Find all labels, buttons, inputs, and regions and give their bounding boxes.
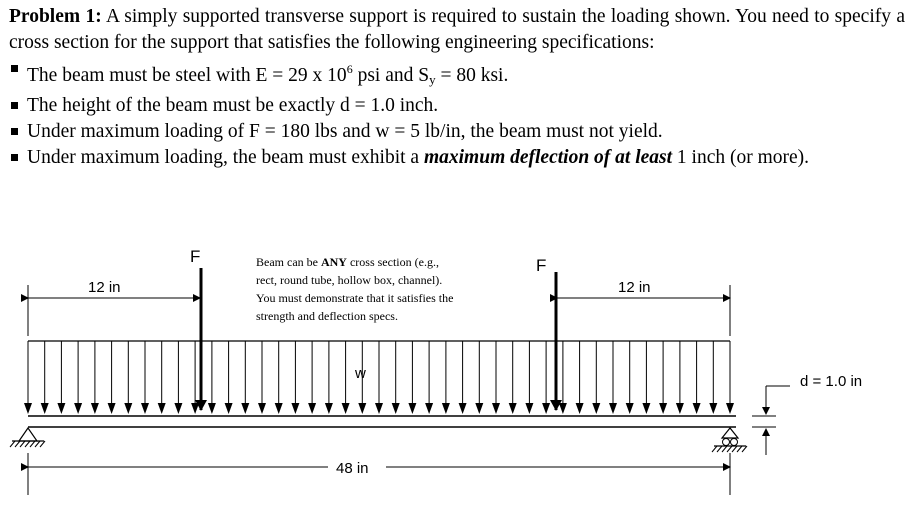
load-arrow-head <box>191 403 199 414</box>
load-arrow-head <box>275 403 283 414</box>
distributed-load-label: w <box>355 365 366 382</box>
load-arrow-head <box>74 403 82 414</box>
problem-label: Problem 1: <box>9 6 102 27</box>
load-arrow-head <box>442 403 450 414</box>
spec3-text: Under maximum loading of F = 180 lbs and w = 5 lb/in, the beam must not yield. <box>27 121 663 142</box>
spec4-emphasis: maximum deflection of at least <box>423 147 673 168</box>
dimension-right <box>557 279 730 336</box>
load-arrow-head <box>41 403 49 414</box>
load-arrow-head <box>24 403 32 414</box>
note-line-2: rect, round tube, hollow box, channel). <box>256 273 443 287</box>
dimension-height-label: d = 1.0 in <box>800 373 863 390</box>
cross-section-note <box>256 255 453 323</box>
pin-support-left <box>10 428 45 447</box>
load-arrow-head <box>509 403 517 414</box>
spec1-subscript: y <box>429 72 436 87</box>
load-arrow-head <box>525 403 533 414</box>
load-arrow-head <box>659 403 667 414</box>
load-arrow-head <box>158 403 166 414</box>
load-arrow-head <box>375 403 383 414</box>
force-left-label: F <box>190 247 201 266</box>
spec4-text-end: 1 inch (or more). <box>672 147 810 168</box>
spec1-exponent: 6 <box>346 62 353 76</box>
load-arrow-head <box>141 403 149 414</box>
load-arrow-head <box>642 403 650 414</box>
distributed-load <box>24 341 734 414</box>
load-arrow-head <box>342 403 350 414</box>
load-arrow-head <box>693 403 701 414</box>
dimension-left-label: 12 in <box>88 279 121 296</box>
spec2-text: The height of the beam must be exactly d = 1.0 inch. <box>27 95 439 116</box>
note-line-1: Beam can be ANY cross section (e.g., <box>256 255 439 269</box>
load-arrow-head <box>208 403 216 414</box>
spec4-text: Under maximum loading, the beam must exhibit a <box>27 147 424 168</box>
load-arrow-head <box>358 403 366 414</box>
note-line-4: strength and deflection specs. <box>256 309 398 323</box>
load-arrow-head <box>676 403 684 414</box>
load-arrow-head <box>408 403 416 414</box>
roller-support-right <box>712 428 747 452</box>
load-arrow-head <box>559 403 567 414</box>
beam <box>28 416 736 427</box>
load-arrow-head <box>475 403 483 414</box>
load-arrow-head <box>726 403 734 414</box>
dimension-span-label: 48 in <box>336 460 369 477</box>
load-arrow-head <box>609 403 617 414</box>
load-arrow-head <box>258 403 266 414</box>
dimension-span <box>28 453 730 495</box>
load-arrow-head <box>492 403 500 414</box>
spec1-text-end: = 80 ksi. <box>435 65 509 86</box>
load-arrow-head <box>325 403 333 414</box>
dimension-right-label: 12 in <box>618 279 651 296</box>
force-right-label: F <box>536 256 547 275</box>
load-arrow-head <box>425 403 433 414</box>
dimension-left <box>28 279 200 336</box>
load-arrow-head <box>709 403 717 414</box>
spec1-text: The beam must be steel with E = 29 x 10 <box>27 65 347 86</box>
distributed-load-arrows <box>24 341 734 414</box>
note-line-3: You must demonstrate that it satisfies the <box>256 291 454 305</box>
load-arrow-head <box>626 403 634 414</box>
load-arrow-head <box>91 403 99 414</box>
load-arrow-head <box>124 403 132 414</box>
load-arrow-head <box>592 403 600 414</box>
load-arrow-head <box>108 403 116 414</box>
dimension-height <box>752 373 862 455</box>
load-arrow-head <box>459 403 467 414</box>
problem-intro-text: A simply supported transverse support is required to sustain the loading shown. You need to specify a cross section for the support that satisfies the following engineering specifications: <box>9 6 905 53</box>
load-arrow-head <box>225 403 233 414</box>
load-arrow-head <box>392 403 400 414</box>
spec1-text-mid: psi and S <box>352 65 430 86</box>
load-arrow-head <box>308 403 316 414</box>
load-arrow-head <box>542 403 550 414</box>
load-arrow-head <box>57 403 65 414</box>
load-arrow-head <box>576 403 584 414</box>
load-arrow-head <box>241 403 249 414</box>
load-arrow-head <box>174 403 182 414</box>
load-arrow-head <box>291 403 299 414</box>
